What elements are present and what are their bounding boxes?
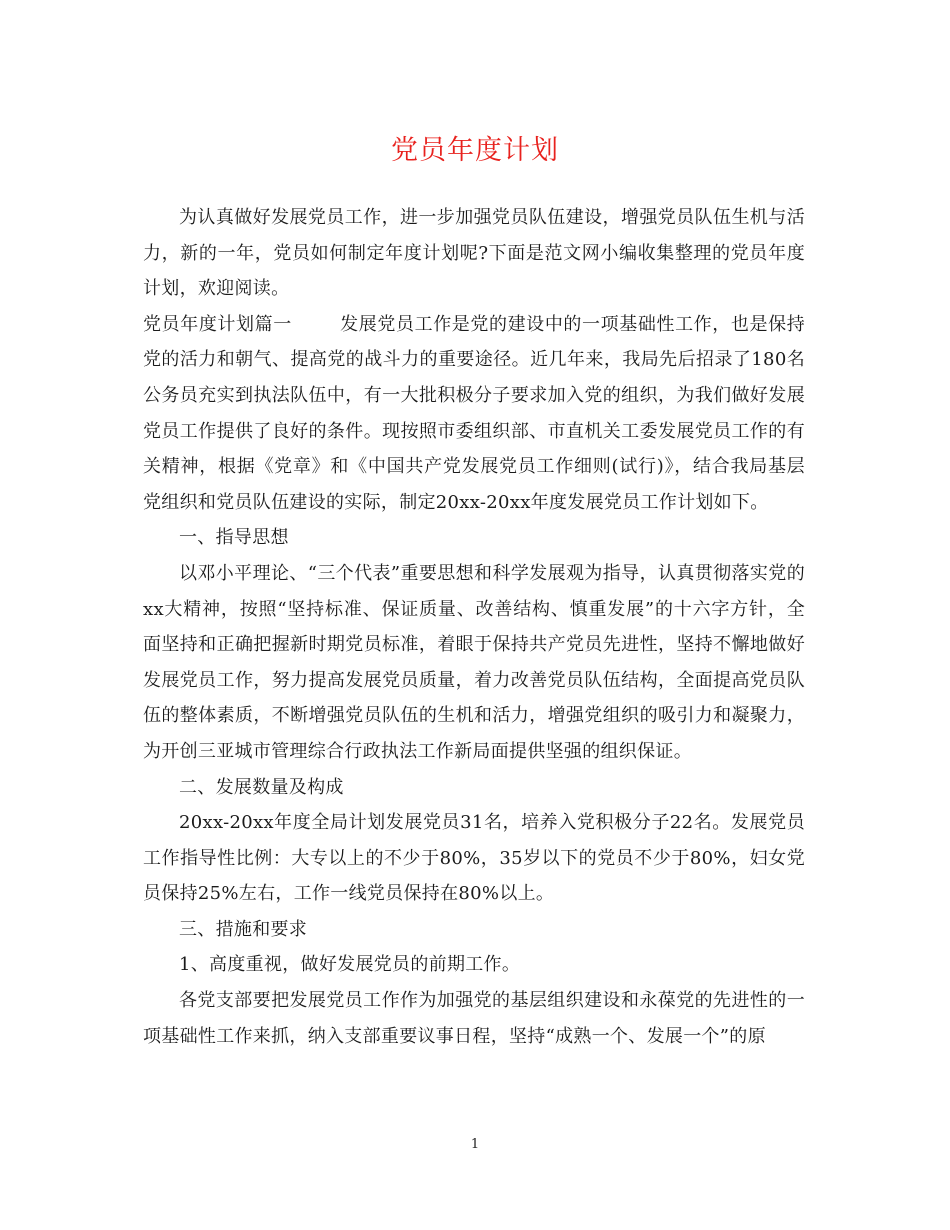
heading-measures: 三、措施和要求 <box>179 918 308 940</box>
section-label: 党员年度计划篇一 <box>143 313 292 335</box>
intro-paragraph: 为认真做好发展党员工作，进一步加强党员队伍建设，增强党员队伍生机与活力，新的一年，党员如何制定年度计划呢?下面是范文网小编收集整理的党员年度计划，欢迎阅读。 <box>143 207 805 300</box>
paragraph-branches: 各党支部要把发展党员工作作为加强党的基层组织建设和永葆党的先进性的一项基础性工作来抓，纳入支部重要议事日程，坚持“成熟一个、发展一个”的原 <box>143 990 805 1047</box>
document-title: 党员年度计划 <box>391 135 559 166</box>
paragraph-quantity: 20xx-20xx年度全局计划发展党员31名，培养入党积极分子22名。发展党员工作指导性比例：大专以上的不少于80%，35岁以下的党员不少于80%，妇女党员保持25%左右，工作一线党员保持在80%以上。 <box>143 812 805 905</box>
heading-guiding-thought: 一、指导思想 <box>179 527 289 549</box>
page-number: 1 <box>470 1137 480 1152</box>
paragraph-guiding-thought: 以邓小平理论、“三个代表”重要思想和科学发展观为指导，认真贯彻落实党的xx大精神，按照“坚持标准、保证质量、改善结构、慎重发展”的十六字方针，全面坚持和正确把握新时期党员标准，着眼于保持共产党员先进性，坚持不懈地做好发展党员工作，努力提高发展党员质量，着力改善党员队伍结构，全面提高党员队伍的整体素质，不断增强党员队伍的生机和活力，增强党组织的吸引力和凝聚力，为开创三亚城市管理综合行政执法工作新局面提供坚强的组织保证。 <box>143 562 805 762</box>
subheading-attention: 1、高度重视，做好发展党员的前期工作。 <box>179 954 521 976</box>
section-paragraph <box>143 307 805 521</box>
section-text: 发展党员工作是党的建设中的一项基础性工作，也是保持党的活力和朝气、提高党的战斗力的重要途径。近几年来，我局先后招录了180名公务员充实到执法队伍中，有一大批积极分子要求加入党的组织，为我们做好发展党员工作提供了良好的条件。现按照市委组织部、市直机关工委发展党员工作的有关精神，根据《党章》和《中国共产党发展党员工作细则(试行)》，结合我局基层党组织和党员队伍建设的实际，制定20xx-20xx年度发展党员工作计划如下。 <box>143 313 806 513</box>
heading-quantity: 二、发展数量及构成 <box>179 776 344 798</box>
document-body <box>143 200 805 1054</box>
